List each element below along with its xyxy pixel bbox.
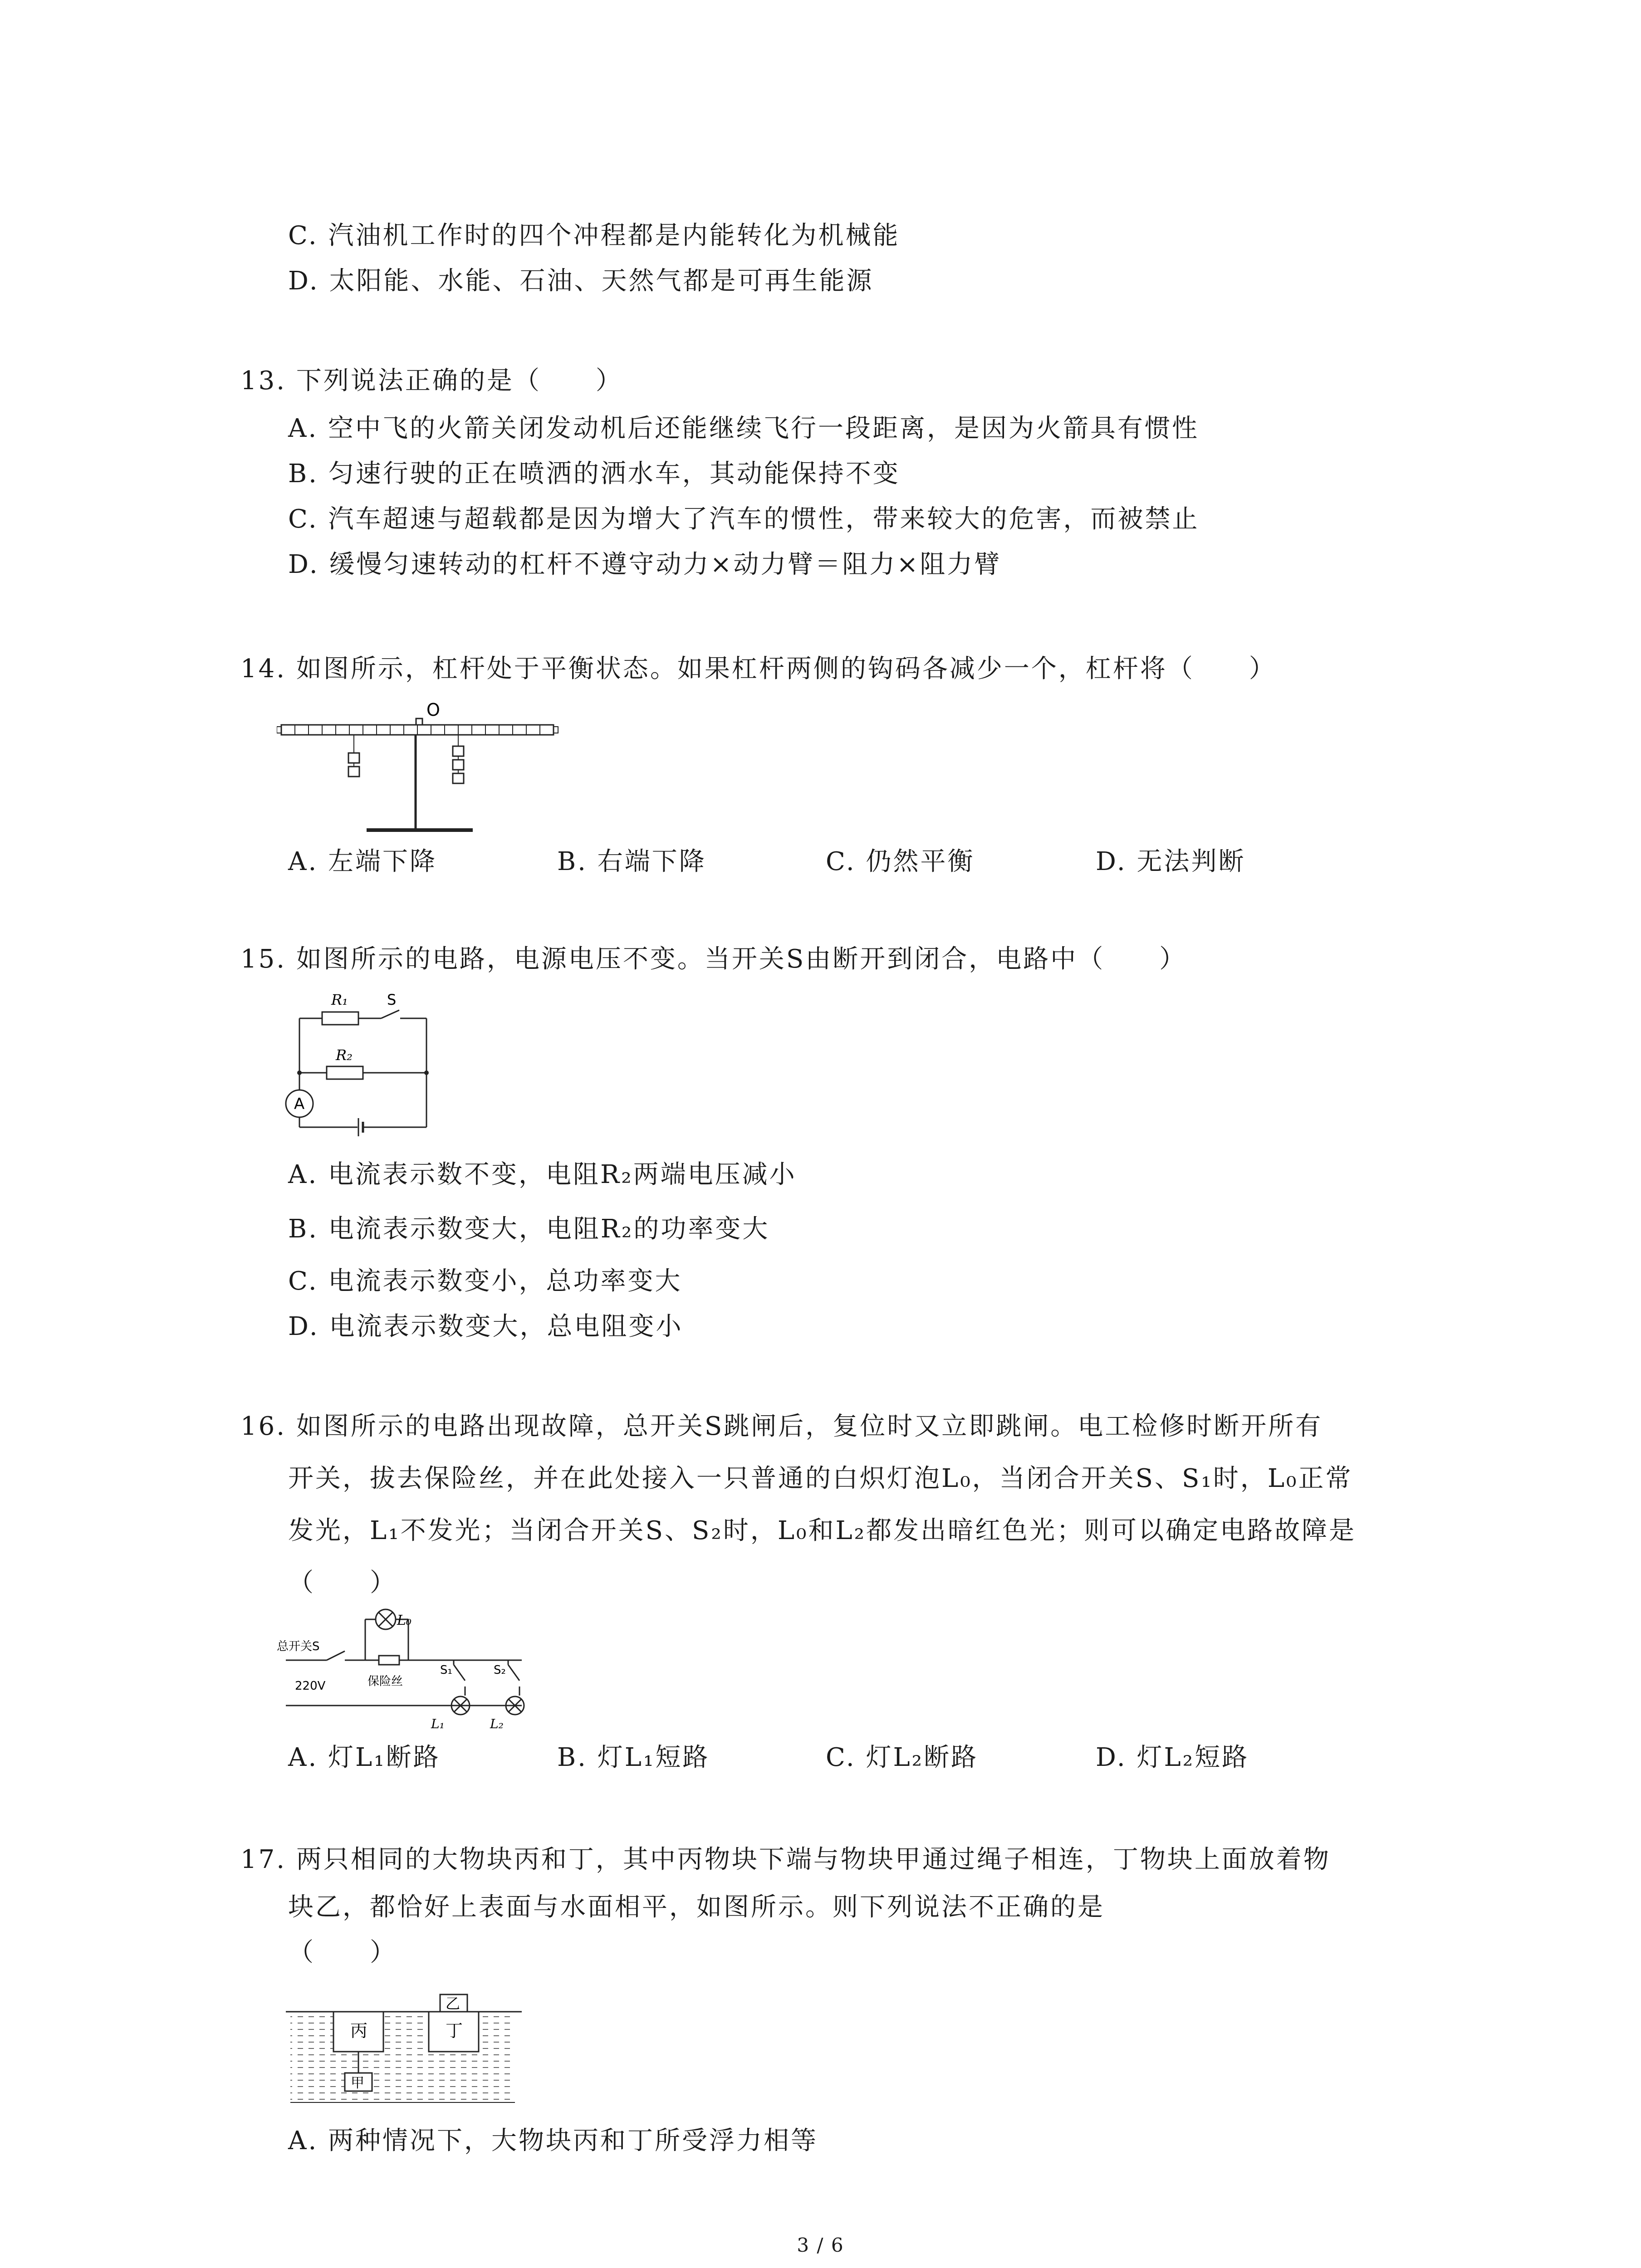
- q15-option-d: D. 电流表示数变大，总电阻变小: [288, 1312, 683, 1341]
- q17-option-a: A. 两种情况下，大物块丙和丁所受浮力相等: [288, 2126, 818, 2156]
- pivot-label: O: [426, 700, 440, 720]
- q14-option-b: B. 右端下降: [557, 847, 706, 876]
- q16-stem-line4: （ ）: [288, 1568, 397, 1598]
- r2-label: R₂: [336, 1046, 353, 1064]
- q15-option-c: C. 电流表示数变小，总功率变大: [288, 1266, 682, 1296]
- q16-option-b: B. 灯L₁短路: [557, 1743, 710, 1772]
- q16-option-c: C. 灯L₂断路: [826, 1743, 979, 1772]
- q14-option-c: C. 仍然平衡: [826, 847, 975, 876]
- main-switch-label: 总开关S: [277, 1640, 320, 1653]
- q14-stem: 14. 如图所示，杠杆处于平衡状态。如果杠杆两侧的钩码各减少一个，杠杆将（ ）: [240, 654, 1276, 684]
- q14-option-d: D. 无法判断: [1096, 847, 1246, 876]
- q12-option-d: D. 太阳能、水能、石油、天然气都是可再生能源: [288, 266, 874, 296]
- lever-figure: [277, 694, 567, 844]
- q13-option-b: B. 匀速行驶的正在喷洒的洒水车，其动能保持不变: [288, 459, 900, 489]
- s2-label: S₂: [494, 1663, 506, 1677]
- r1-label: R₁: [331, 991, 348, 1008]
- switch-s-label: S: [387, 991, 397, 1008]
- q14-option-a: A. 左端下降: [288, 847, 437, 876]
- q13-option-d: D. 缓慢匀速转动的杠杆不遵守动力×动力臂＝阻力×阻力臂: [288, 550, 1002, 579]
- q16-stem-line1: 16. 如图所示的电路出现故障，总开关S跳闸后，复位时又立即跳闸。电工检修时断开所有: [240, 1412, 1323, 1441]
- q16-stem-line3: 发光，L₁不发光；当闭合开关S、S₂时，L₀和L₂都发出暗红色光；则可以确定电路故障是: [288, 1516, 1357, 1545]
- l2-label: L₂: [490, 1716, 504, 1731]
- buoyancy-figure: [286, 1975, 522, 2112]
- block-yi-label: 乙: [446, 1995, 460, 2012]
- circuit-figure-q15: [277, 982, 440, 1136]
- q15-option-a: A. 电流表示数不变，电阻R₂两端电压减小: [288, 1160, 797, 1189]
- q17-stem-line3: （ ）: [288, 1938, 397, 1967]
- q17-stem-line2: 块乙，都恰好上表面与水面相平，如图所示。则下列说法不正确的是: [288, 1892, 1105, 1922]
- ammeter-label: A: [294, 1095, 305, 1113]
- q17-stem-line1: 17. 两只相同的大物块丙和丁，其中丙物块下端与物块甲通过绳子相连，丁物块上面放着物: [240, 1845, 1331, 1874]
- fuse-label: 保险丝: [367, 1675, 403, 1688]
- l1-label: L₁: [431, 1716, 445, 1731]
- q15-stem: 15. 如图所示的电路，电源电压不变。当开关S由断开到闭合，电路中（ ）: [240, 944, 1187, 974]
- block-jia-label: 甲: [351, 2075, 364, 2091]
- block-bing-label: 丙: [350, 2021, 368, 2041]
- q13-stem: 13. 下列说法正确的是（ ）: [240, 366, 623, 396]
- q13-option-a: A. 空中飞的火箭关闭发动机后还能继续飞行一段距离，是因为火箭具有惯性: [288, 414, 1200, 443]
- s1-label: S₁: [440, 1663, 452, 1677]
- q16-option-d: D. 灯L₂短路: [1096, 1743, 1249, 1772]
- l0-label: L₀: [397, 1613, 411, 1628]
- page-number: 3 / 6: [797, 2234, 844, 2256]
- circuit-figure-q16: [277, 1606, 549, 1737]
- q15-option-b: B. 电流表示数变大，电阻R₂的功率变大: [288, 1214, 770, 1244]
- voltage-label: 220V: [295, 1679, 326, 1693]
- q16-option-a: A. 灯L₁断路: [288, 1743, 441, 1772]
- q13-option-c: C. 汽车超速与超载都是因为增大了汽车的惯性，带来较大的危害，而被禁止: [288, 504, 1200, 534]
- block-ding-label: 丁: [446, 2021, 463, 2041]
- q16-stem-line2: 开关，拔去保险丝，并在此处接入一只普通的白炽灯泡L₀，当闭合开关S、S₁时，L₀正常: [288, 1464, 1353, 1493]
- q12-option-c: C. 汽油机工作时的四个冲程都是内能转化为机械能: [288, 221, 900, 250]
